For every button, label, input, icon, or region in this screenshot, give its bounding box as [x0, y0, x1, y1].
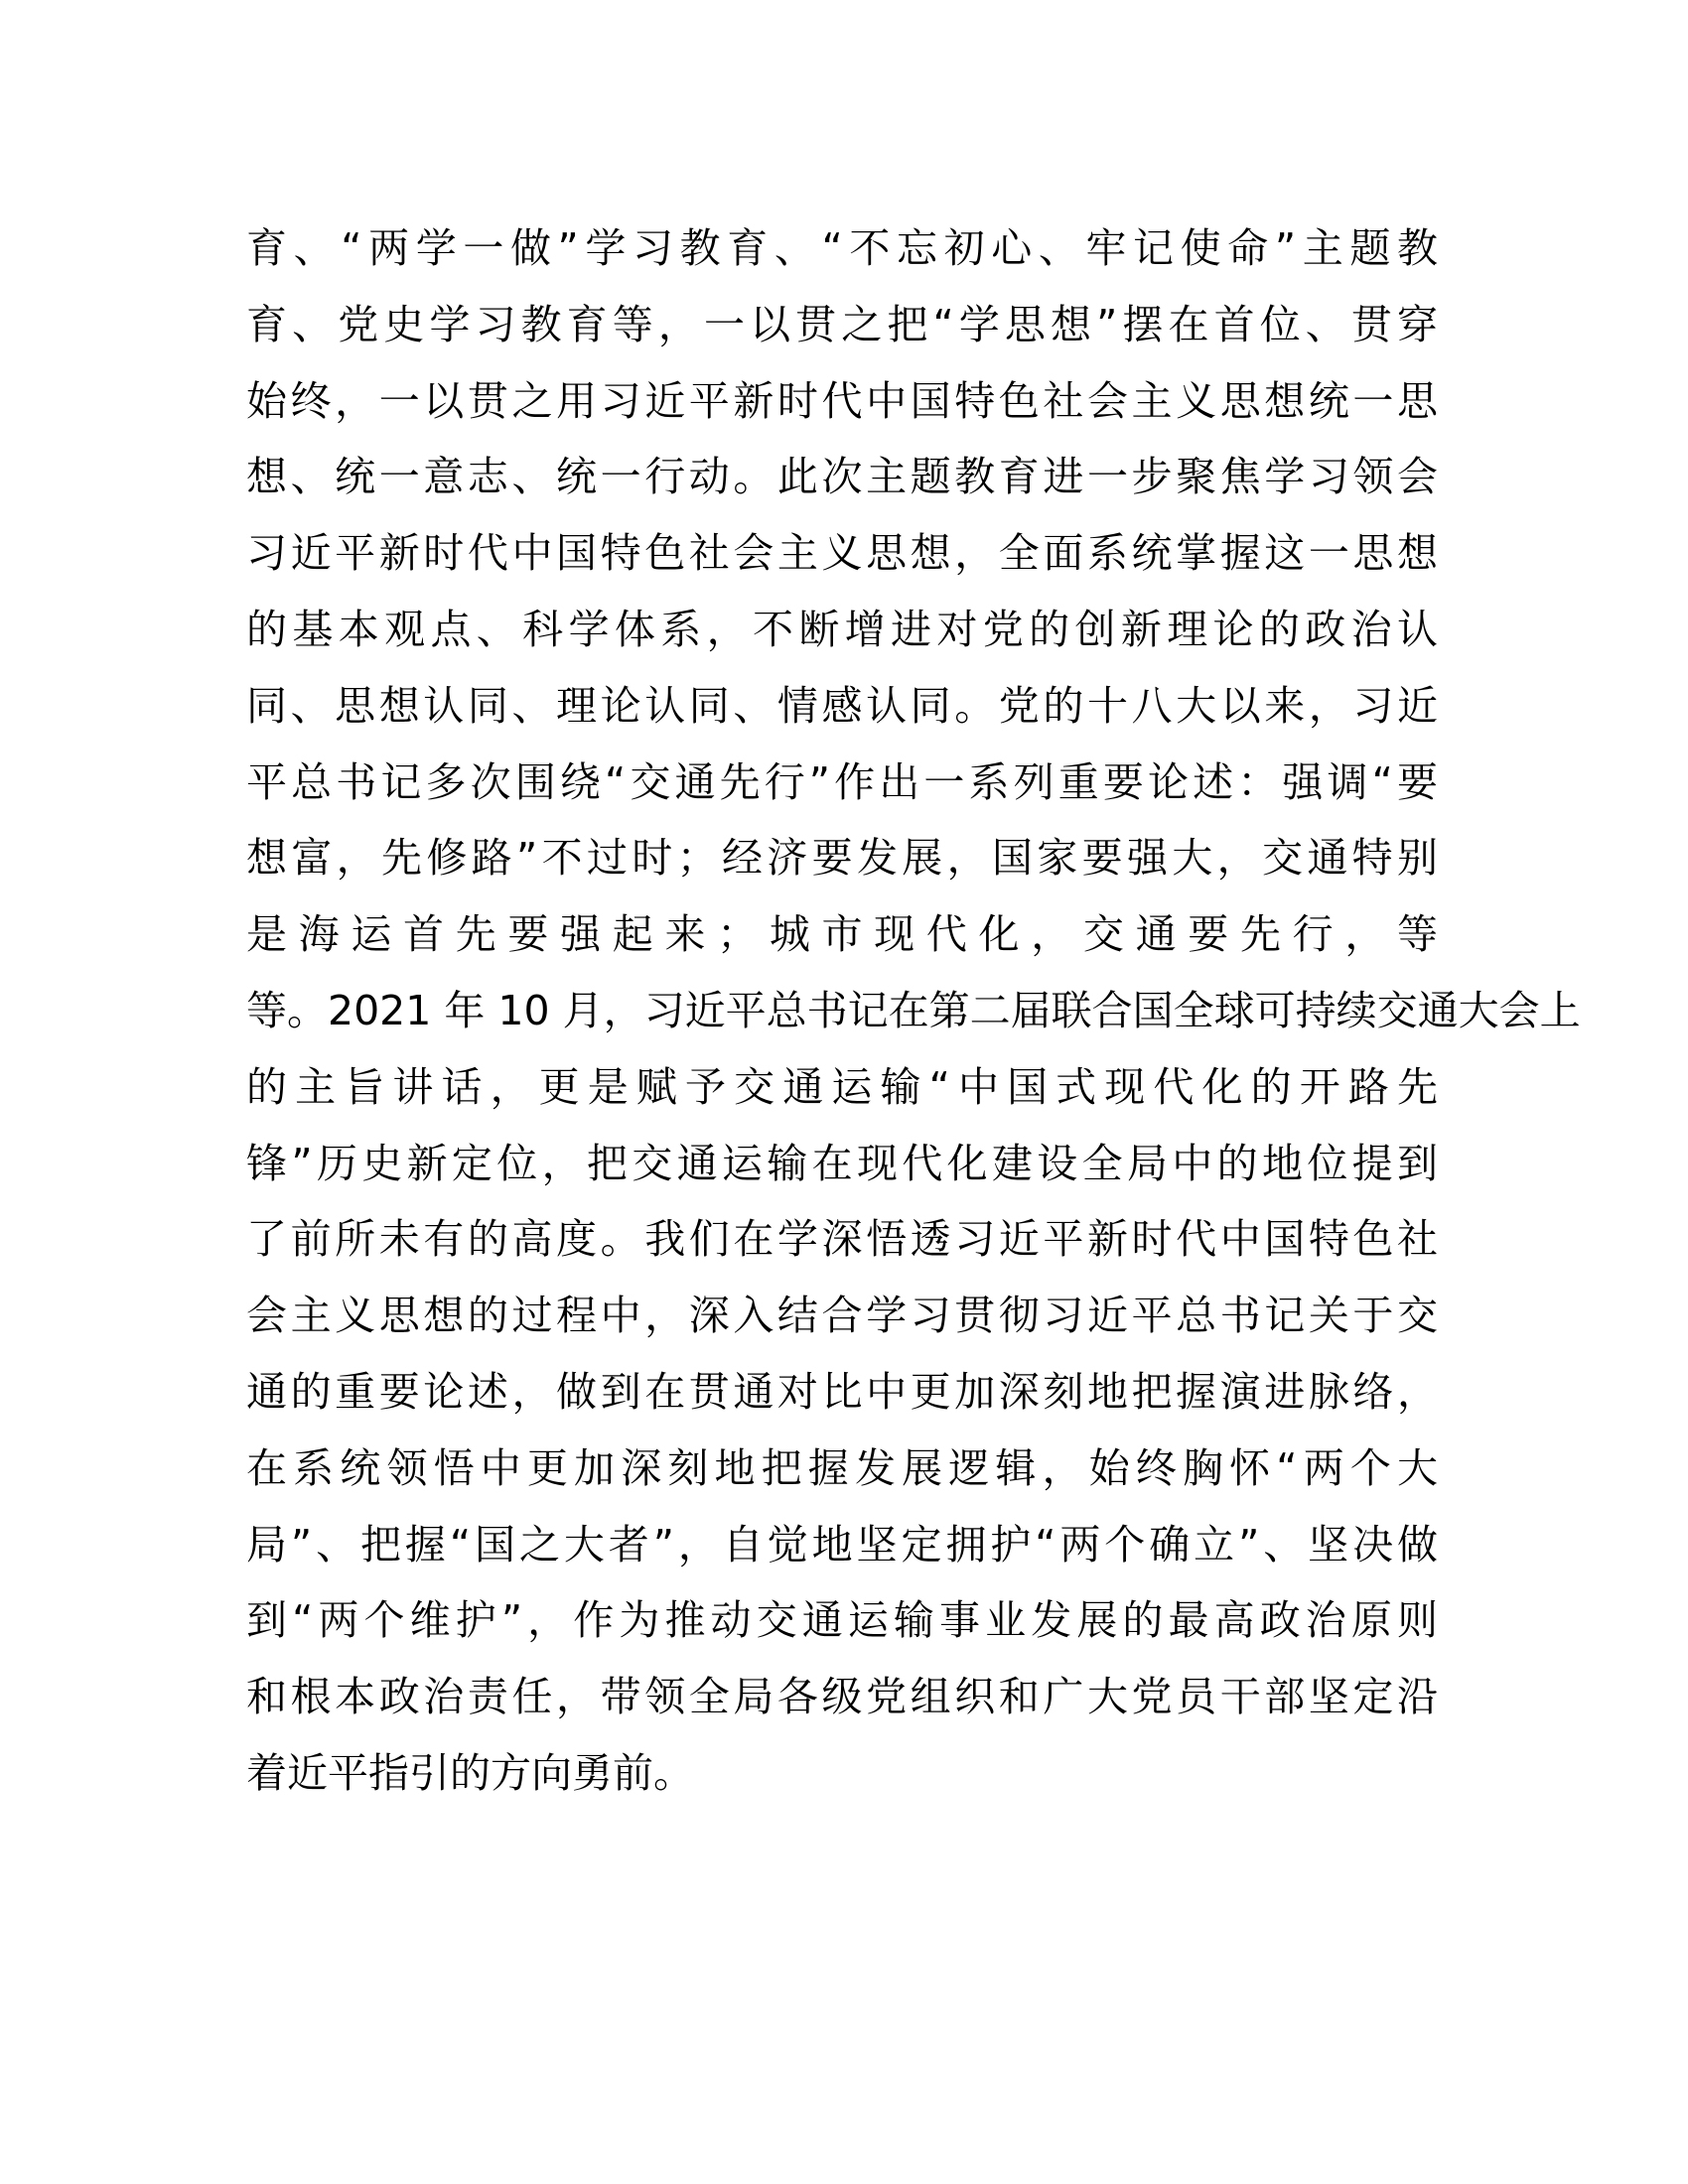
text-line: 习近平新时代中国特色社会主义思想，全面系统掌握这一思想 — [246, 529, 1438, 578]
text-line-last: 着近平指引的方向勇前。 — [246, 1748, 694, 1797]
text-line: 会主义思想的过程中，深入结合学习贯彻习近平总书记关于交 — [246, 1292, 1438, 1340]
text-line: 的主旨讲话，更是赋予交通运输“中国式现代化的开路先 — [246, 1062, 1438, 1111]
text-line: 平总书记多次围绕“交通先行”作出一系列重要论述：强调“要 — [246, 757, 1438, 806]
text-line-overflow: 等。2021 年 10 月，习近平总书记在第二届联合国全球可持续交通大会上 — [246, 986, 1581, 1034]
text-line: 育、“两学一做”学习教育、“不忘初心、牢记使命”主题教 — [246, 224, 1438, 272]
text-line: 到“两个维护”，作为推动交通运输事业发展的最高政治原则 — [246, 1596, 1438, 1645]
text-line: 育、党史学习教育等，一以贯之把“学思想”摆在首位、贯穿 — [246, 300, 1438, 348]
text-line: 局”、把握“国之大者”，自觉地坚定拥护“两个确立”、坚决做 — [246, 1520, 1438, 1569]
text-line: 通的重要论述，做到在贯通对比中更加深刻地把握演进脉络， — [246, 1367, 1438, 1416]
text-line: 和根本政治责任，带领全局各级党组织和广大党员干部坚定沿 — [246, 1673, 1438, 1721]
text-line: 同、思想认同、理论认同、情感认同。党的十八大以来，习近 — [246, 681, 1438, 730]
text-line: 锋”历史新定位，把交通运输在现代化建设全局中的地位提到 — [246, 1139, 1438, 1187]
text-line: 始终，一以贯之用习近平新时代中国特色社会主义思想统一思 — [246, 376, 1438, 425]
text-line: 在系统领悟中更加深刻地把握发展逻辑，始终胸怀“两个大 — [246, 1443, 1438, 1492]
text-line: 了前所未有的高度。我们在学深悟透习近平新时代中国特色社 — [246, 1215, 1438, 1264]
text-line: 的基本观点、科学体系，不断增进对党的创新理论的政治认 — [246, 605, 1438, 653]
body-paragraph — [246, 210, 1656, 1812]
text-line: 想、统一意志、统一行动。此次主题教育进一步聚焦学习领会 — [246, 453, 1438, 501]
text-line: 是海运首先要强起来；城市现代化，交通要先行，等 — [246, 910, 1438, 959]
text-line: 想富，先修路”不过时；经济要发展，国家要强大，交通特别 — [246, 834, 1438, 883]
